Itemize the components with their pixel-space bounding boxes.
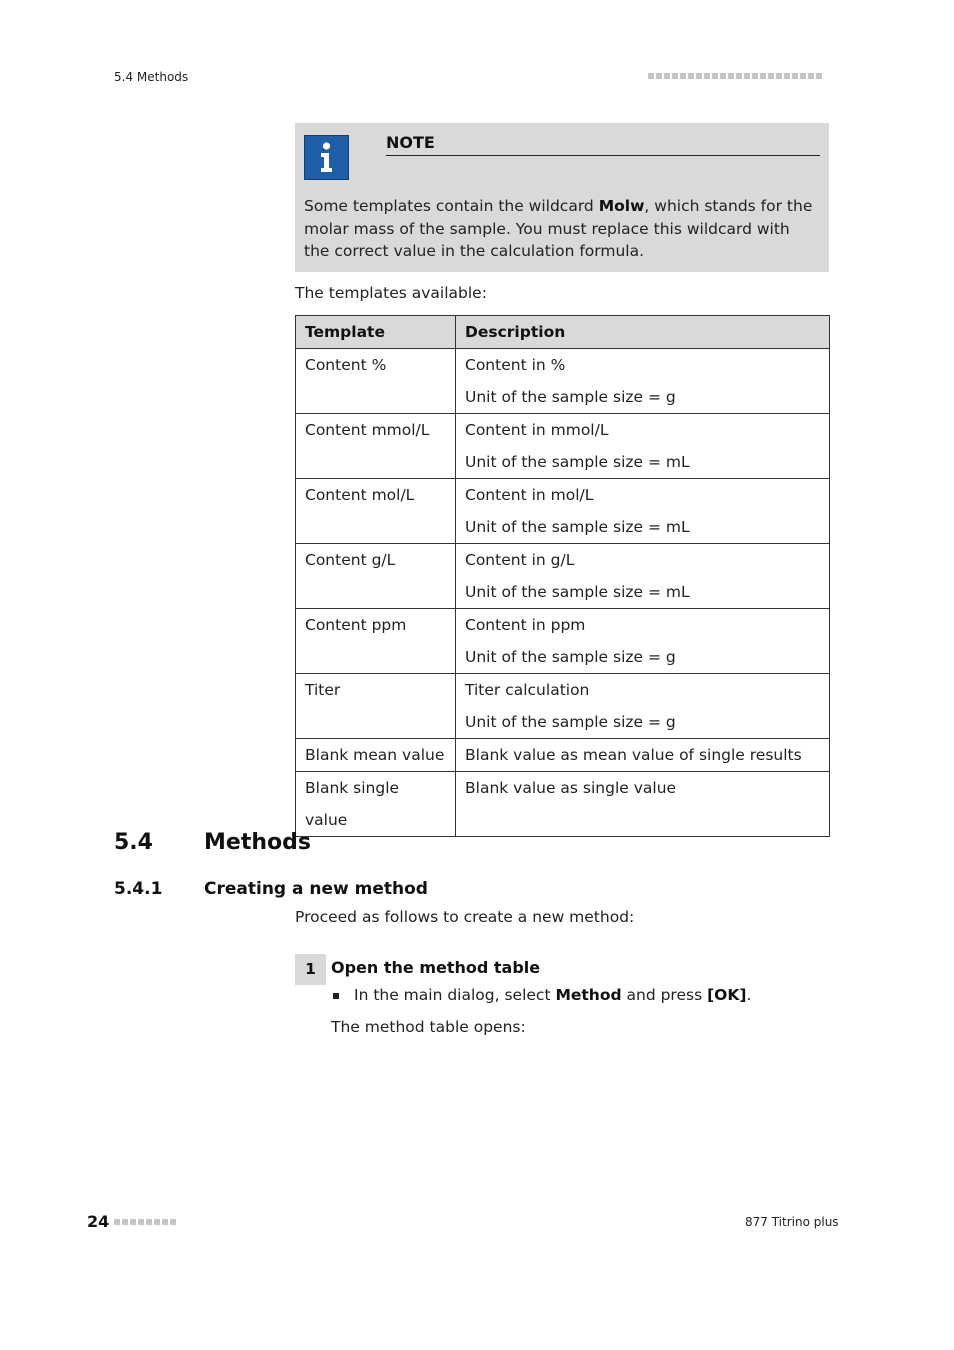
subsection-number: 5.4.1 (114, 879, 163, 899)
template-cell: Content mmol/L (296, 414, 456, 479)
note-divider (386, 155, 820, 156)
description-cell: Blank value as single value (456, 772, 830, 837)
template-cell: Content ppm (296, 609, 456, 674)
table-row (296, 414, 830, 479)
table-row (296, 772, 830, 837)
bullet-icon (333, 993, 339, 999)
wildcard-term: Molw (598, 197, 645, 215)
template-cell: Blank mean value (296, 739, 456, 772)
info-icon (304, 135, 349, 180)
step-result: The method table opens: (331, 1018, 526, 1036)
subsection-title: Creating a new method (204, 879, 428, 899)
section-title: Methods (204, 830, 311, 855)
description-cell: Content in mmol/L Unit of the sample size = mL (456, 414, 830, 479)
template-cell: Titer (296, 674, 456, 739)
header-decoration (648, 73, 822, 79)
step-title: Open the method table (331, 958, 541, 977)
description-cell: Blank value as mean value of single results (456, 739, 830, 772)
section-number: 5.4 (114, 830, 153, 855)
table-row (296, 479, 830, 544)
table-row (296, 544, 830, 609)
product-name: 877 Titrino plus (745, 1215, 839, 1229)
templates-intro: The templates available: (295, 284, 487, 302)
template-cell: Content % (296, 349, 456, 414)
ok-key-term: [OK] (707, 986, 747, 1004)
templates-table (295, 315, 830, 837)
template-cell: Blank single value (296, 772, 456, 837)
footer-decoration (114, 1219, 176, 1225)
step-number-badge: 1 (295, 954, 326, 985)
table-row (296, 349, 830, 414)
note-box (295, 123, 829, 272)
method-term: Method (555, 986, 622, 1004)
note-text: Some templates contain the wildcard Molw, which stands for the molar mass of the sample. You must replace this wildcard with the correct value in the calculation formula. (304, 197, 813, 260)
running-header-section: 5.4 Methods (114, 70, 189, 84)
description-cell: Content in % Unit of the sample size = g (456, 349, 830, 414)
page-number: 24 (87, 1212, 110, 1231)
description-cell: Content in g/L Unit of the sample size = mL (456, 544, 830, 609)
template-cell: Content mol/L (296, 479, 456, 544)
table-row (296, 609, 830, 674)
table-row (296, 739, 830, 772)
template-cell: Content g/L (296, 544, 456, 609)
step-instruction: In the main dialog, select Method and press [OK]. (354, 986, 752, 1004)
column-header-template: Template (296, 316, 456, 349)
description-cell: Content in mol/L Unit of the sample size = mL (456, 479, 830, 544)
description-cell: Titer calculation Unit of the sample size = g (456, 674, 830, 739)
table-row (296, 674, 830, 739)
table-header-row (296, 316, 830, 349)
description-cell: Content in ppm Unit of the sample size = g (456, 609, 830, 674)
subsection-intro: Proceed as follows to create a new method: (295, 908, 635, 926)
note-title: NOTE (386, 133, 435, 152)
column-header-description: Description (456, 316, 830, 349)
